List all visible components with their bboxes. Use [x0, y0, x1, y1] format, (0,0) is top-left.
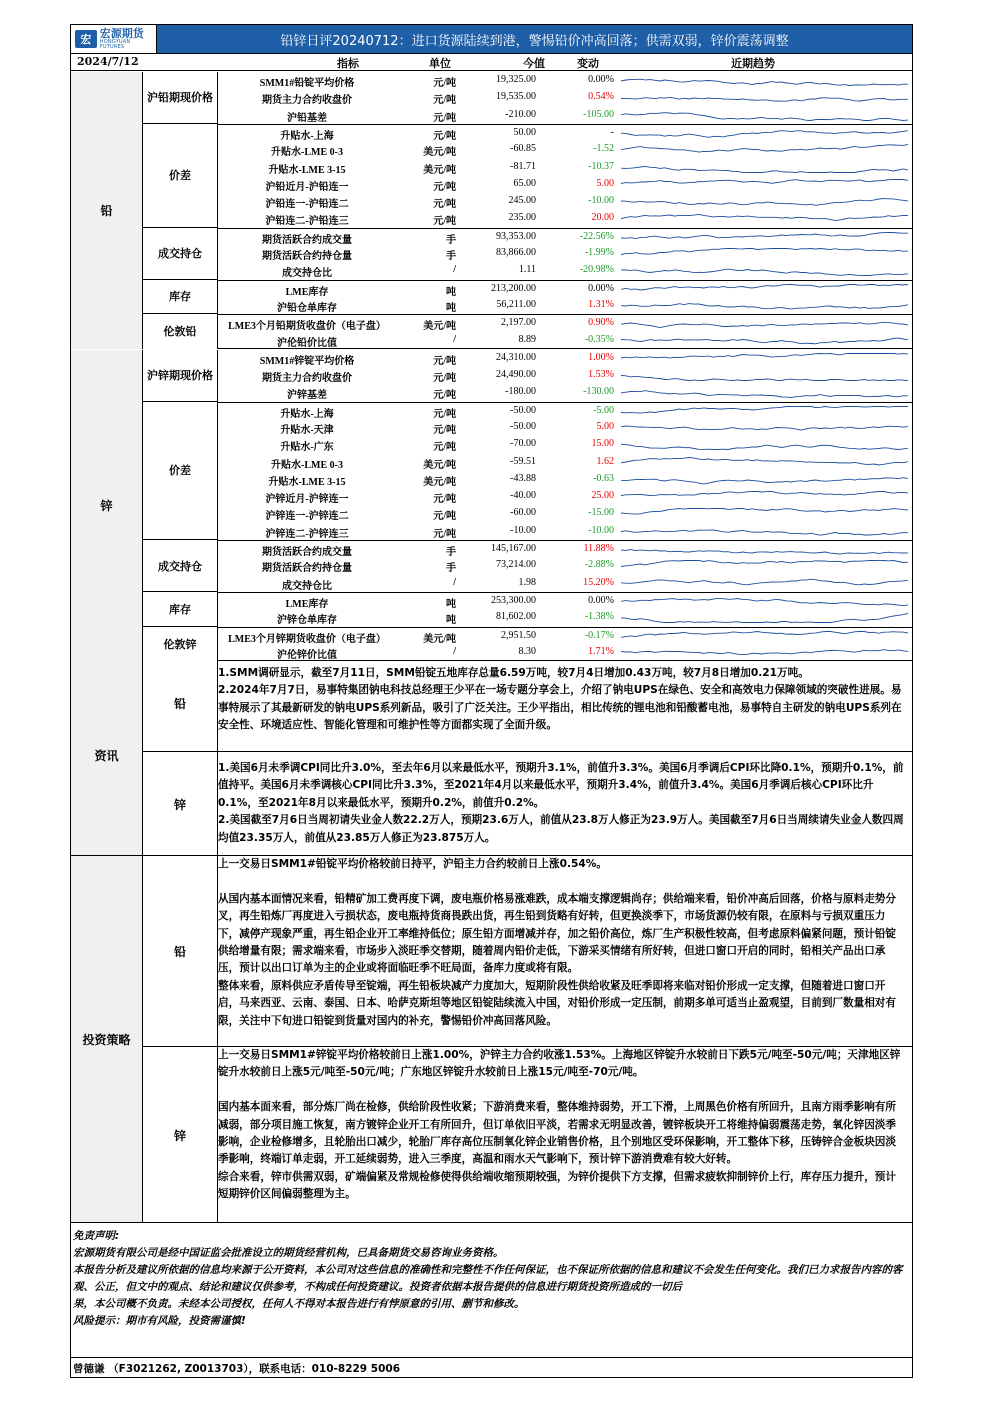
table-row	[218, 124, 912, 141]
indicator-change: 20.00	[591, 212, 614, 224]
indicator-unit: 美元/吨	[423, 633, 456, 645]
trend-line	[621, 579, 908, 585]
paragraph: 宏源期货有限公司是经中国证监会批准设立的期货经营机构，已具备期货交易咨询业务资格。	[73, 1247, 504, 1259]
table-row	[218, 245, 912, 262]
trend-line	[621, 530, 908, 535]
indicator-unit: /	[453, 333, 456, 345]
trend-sparkline	[621, 386, 908, 399]
indicator-value: 50.00	[513, 126, 536, 138]
indicator-unit: 吨	[446, 615, 456, 627]
indicator-change: -0.63	[593, 472, 614, 484]
indicator-value: 235.00	[508, 212, 536, 224]
indicator-unit: 吨	[446, 286, 456, 298]
trend-line	[621, 166, 908, 172]
table-row	[218, 505, 912, 522]
table-row	[218, 210, 912, 227]
table-row	[218, 193, 912, 210]
trend-line	[621, 561, 908, 567]
indicator-change: 0.90%	[588, 317, 614, 329]
indicator-name: 沪伦铅价比值	[277, 337, 337, 349]
trend-line	[621, 232, 908, 238]
indicator-change: 5.00	[596, 177, 614, 189]
trend-sparkline	[621, 264, 908, 277]
trend-line	[621, 112, 908, 120]
indicator-change: -105.00	[583, 108, 614, 120]
indicator-value: 2,951.50	[501, 629, 536, 641]
indicator-change: -1.38%	[584, 611, 614, 623]
trend-sparkline	[621, 421, 908, 434]
indicator-value: -10.00	[510, 524, 536, 536]
table-row	[218, 419, 912, 436]
indicator-value: -60.00	[510, 507, 536, 519]
table-row	[218, 471, 912, 488]
table-row	[218, 141, 912, 158]
indicator-name: 升贴水-天津	[280, 424, 334, 436]
report-title: 铅锌日评20240712：进口货源陆续到港，警惕铅价冲高回落；供需双弱，锌价震荡调整	[157, 25, 912, 53]
trend-line	[621, 614, 908, 623]
indicator-name: LME库存	[285, 598, 329, 610]
indicator-change: 15.20%	[583, 576, 614, 588]
group-label: 沪锌期现价格	[143, 350, 218, 402]
indicator-change: -0.17%	[584, 629, 614, 641]
indicator-value: 8.89	[518, 333, 536, 345]
indicator-change: -20.98%	[579, 264, 614, 276]
trend-sparkline	[621, 352, 908, 365]
trend-sparkline	[621, 473, 908, 486]
indicator-unit: 吨	[446, 598, 456, 610]
indicator-value: 19,325.00	[496, 74, 536, 85]
indicator-unit: 元/吨	[433, 390, 456, 402]
table-row	[218, 159, 912, 176]
report-header	[71, 25, 912, 54]
table-row	[218, 384, 912, 401]
trend-sparkline	[621, 630, 908, 643]
paragraph	[218, 1082, 906, 1099]
trend-line	[621, 303, 908, 309]
paragraph: 2.美国截至7月6日当周初请失业金人数22.2万人，预期23.6万人，前值从23.8万人修正为23.9万人。美国截至7月6日当周续请失业金人数四周均值23.35万人，前值从23.85万人修正为23.875万人。	[218, 814, 904, 844]
table-row	[218, 89, 912, 106]
trend-sparkline	[621, 559, 908, 572]
trend-sparkline	[621, 127, 908, 140]
indicator-unit: 元/吨	[433, 130, 456, 142]
indicator-value: 213,200.00	[491, 282, 536, 294]
indicator-value: 145,167.00	[491, 543, 536, 555]
trend-sparkline	[621, 317, 908, 330]
group-label: 价差	[143, 124, 218, 228]
trend-sparkline	[621, 109, 908, 122]
indicator-unit: 元/吨	[433, 511, 456, 523]
col-unit: 单位	[429, 57, 451, 70]
indicator-name: LME库存	[285, 286, 329, 298]
indicator-name: 沪锌基差	[287, 390, 327, 402]
indicator-value: 81,602.00	[496, 611, 536, 623]
trend-line	[621, 457, 908, 465]
indicator-change: -15.00	[588, 507, 614, 519]
paragraph: 上一交易日SMM1#铅锭平均价格较前日持平，沪铅主力合约较前日上涨0.54%。	[218, 858, 607, 870]
col-change: 变动	[577, 57, 599, 70]
paragraph: 国内基本面来看，部分炼厂尚在检修，供给阶段性收紧；下游消费来看，整体维持弱势，开工下滑，上周黑色价格有所回升，且南方雨季影响有所减弱，部分项目施工恢复，南方镀锌企业开工有所回升，但订单依旧平淡，若需求无明显改善，镀锌板块开工将维持偏弱震荡走势，氧化锌因淡季影响，企业检修增多，且轮胎出口减少，轮胎厂库存高位压制氧化锌企业销售价格，且个别地区受环保影响，开工整体下移，压铸锌合金板块因淡季影响，终端订单走弱，开工延续弱势，进入三季度，高温和雨水天气影响下，预计锌下游消费难有较大好转。	[218, 1101, 896, 1166]
trend-sparkline	[621, 405, 908, 418]
trend-line	[621, 322, 908, 327]
trend-line	[621, 478, 908, 484]
table-row	[218, 107, 912, 124]
indicator-value: -43.88	[510, 472, 536, 484]
indicator-unit: 元/吨	[433, 494, 456, 506]
trend-line	[621, 406, 908, 413]
table-row	[218, 314, 912, 331]
lead-section	[71, 72, 912, 349]
indicator-unit: 美元/吨	[423, 321, 456, 333]
news-zinc-label: 锌	[143, 752, 218, 856]
indicator-change: -10.00	[588, 195, 614, 207]
trend-sparkline	[621, 438, 908, 451]
table-row	[218, 454, 912, 471]
indicator-unit: 元/吨	[433, 408, 456, 420]
indicator-name: 沪铅仓单库存	[277, 302, 337, 314]
trend-line	[621, 249, 908, 255]
paragraph: 2.2024年7月7日，易事特集团钠电科技总经理王少平在一场专题分享会上，介绍了钠电UPS在绿色、安全和高效电力保障领域的突破性进展。易事特展示了其最新研发的钠电UPS系列新品，吸引了广泛关注。王少平指出，相比传统的锂电池和铅酸蓄电池，易事特自主研发的钠电UPS系列在安全性、环境适应性、智能化管理和可维护性等方面都实现了全面升级。	[218, 684, 902, 732]
trend-line	[621, 79, 908, 85]
trend-line	[621, 145, 908, 153]
indicator-value: -50.00	[510, 404, 536, 416]
indicator-change: -	[610, 126, 614, 138]
trend-line	[621, 353, 908, 358]
trend-sparkline	[621, 91, 908, 104]
group-label: 价差	[143, 402, 218, 540]
indicator-unit: /	[453, 264, 456, 276]
indicator-value: 253,300.00	[491, 594, 536, 606]
indicator-change: 1.53%	[588, 369, 614, 381]
trend-line	[621, 426, 908, 430]
indicator-name: 沪铅连二-沪铅连三	[265, 216, 349, 228]
indicator-unit: 美元/吨	[423, 476, 456, 488]
indicator-unit: 元/吨	[433, 442, 456, 454]
indicator-name: 成交持仓比	[282, 580, 332, 592]
indicator-unit: 美元/吨	[423, 459, 456, 471]
indicator-name: 期货活跃合约成交量	[262, 547, 352, 559]
indicator-change: 15.00	[591, 438, 614, 450]
indicator-unit: 美元/吨	[423, 147, 456, 159]
trend-sparkline	[621, 195, 908, 208]
indicator-name: 升贴水-LME 3-15	[268, 476, 346, 488]
indicator-name: 沪锌连一-沪锌连二	[265, 511, 349, 523]
indicator-change: 5.00	[596, 420, 614, 432]
indicator-name: 期货主力合约收盘价	[262, 95, 352, 107]
trend-sparkline	[621, 299, 908, 312]
indicator-value: 2,197.00	[501, 317, 536, 329]
indicator-change: 0.54%	[588, 91, 614, 103]
table-row	[218, 228, 912, 245]
indicator-value: -40.00	[510, 490, 536, 502]
indicator-value: 1.98	[518, 576, 536, 588]
trend-sparkline	[621, 507, 908, 520]
table-row	[218, 176, 912, 193]
trend-line	[621, 179, 908, 183]
table-row	[218, 262, 912, 279]
indicator-change: -0.35%	[584, 333, 614, 345]
trend-sparkline	[621, 161, 908, 174]
paragraph: 上一交易日SMM1#锌锭平均价格较前日上涨1.00%，沪锌主力合约收涨1.53%。上海地区锌锭升水较前日下跌5元/吨至-50元/吨；天津地区锌锭升水较前日上涨5元/吨至-50元/吨；广东地区锌锭升水较前日上涨15元/吨至-70元/吨。	[218, 1049, 901, 1079]
table-row	[218, 575, 912, 592]
indicator-change: -10.37	[588, 160, 614, 172]
indicator-name: 升贴水-LME 0-3	[271, 459, 343, 471]
trend-sparkline	[621, 611, 908, 624]
column-header	[71, 54, 912, 71]
trend-sparkline	[621, 143, 908, 156]
indicator-unit: 手	[446, 234, 456, 246]
paragraph: 果，本公司概不负责。未经本公司授权，任何人不得对本报告进行有悖原意的引用、删节和修改。	[73, 1298, 525, 1310]
group-label: 成交持仓	[143, 228, 218, 280]
trend-line	[621, 550, 908, 555]
indicator-name: 沪铅连一-沪铅连二	[265, 199, 349, 211]
trend-line	[621, 649, 908, 654]
indicator-value: -180.00	[505, 386, 536, 398]
indicator-name: LME3个月锌期货收盘价（电子盘）	[228, 633, 386, 645]
indicator-value: -60.85	[510, 143, 536, 155]
trend-sparkline	[621, 247, 908, 260]
report-date: 2024/7/12	[77, 55, 139, 68]
indicator-value: 73,214.00	[496, 559, 536, 571]
trend-sparkline	[621, 334, 908, 347]
table-row	[218, 402, 912, 419]
trend-line	[621, 269, 908, 275]
lead-label: 铅	[71, 72, 143, 349]
indicator-value: 24,490.00	[496, 369, 536, 381]
disclaimer	[71, 1228, 912, 1330]
indicator-name: 期货活跃合约持仓量	[262, 251, 352, 262]
indicator-unit: 元/吨	[433, 528, 456, 540]
trend-line	[621, 98, 908, 102]
indicator-name: 升贴水-LME 3-15	[268, 164, 346, 176]
trend-sparkline	[621, 283, 908, 296]
indicator-unit: 手	[446, 251, 456, 262]
indicator-name: 升贴水-广东	[280, 442, 334, 454]
trend-line	[621, 131, 908, 138]
table-row	[218, 592, 912, 609]
trend-line	[621, 391, 908, 398]
paragraph: 风险提示：期市有风险，投资需谨慎!	[73, 1315, 246, 1327]
indicator-unit: 元/吨	[433, 355, 456, 367]
trend-line	[621, 215, 908, 221]
indicator-unit: 元/吨	[433, 112, 456, 124]
indicator-name: 期货主力合约收盘价	[262, 373, 352, 385]
col-today: 今值	[523, 57, 545, 70]
trend-line	[621, 338, 908, 344]
group-label: 成交持仓	[143, 540, 218, 592]
trend-line	[621, 509, 908, 515]
indicator-name: 沪锌连二-沪锌连三	[265, 528, 349, 540]
indicator-change: -1.99%	[584, 247, 614, 258]
group-label: 伦敦锌	[143, 627, 218, 662]
table-row	[218, 609, 912, 626]
indicator-value: 1.11	[518, 264, 536, 276]
trend-sparkline	[621, 74, 908, 87]
indicator-value: 245.00	[508, 195, 536, 207]
indicator-name: 成交持仓比	[282, 268, 332, 280]
indicator-name: SMM1#锌锭平均价格	[259, 355, 355, 367]
indicator-unit: 元/吨	[433, 216, 456, 228]
strategy-zinc-label: 锌	[143, 1047, 218, 1223]
indicator-unit: 元/吨	[433, 181, 456, 193]
indicator-value: -70.00	[510, 438, 536, 450]
strategy-zinc-text	[218, 1047, 906, 1204]
strategy-section	[71, 856, 912, 1223]
trend-line	[621, 492, 908, 496]
indicator-value: -50.00	[510, 420, 536, 432]
table-row	[218, 297, 912, 314]
indicator-unit: 手	[446, 547, 456, 559]
paragraph: 1.SMM调研显示，截至7月11日，SMM铅锭五地库存总量6.59万吨，较7月4日增加0.43万吨，较7月8日增加0.21万吨。	[218, 667, 809, 679]
logo-subtitle: HONGYUAN FUTURES	[99, 39, 131, 50]
indicator-unit: 元/吨	[433, 373, 456, 385]
indicator-value: 8.30	[518, 645, 536, 657]
indicator-change: -5.00	[593, 404, 614, 416]
group-label: 伦敦铅	[143, 314, 218, 349]
indicator-change: 25.00	[591, 490, 614, 502]
trend-sparkline	[621, 595, 908, 608]
indicator-change: -2.88%	[584, 559, 614, 571]
trend-sparkline	[621, 178, 908, 191]
logo-name: 宏源期货	[99, 27, 144, 40]
indicator-value: -81.71	[510, 160, 536, 172]
paragraph: 综合来看，锌市供需双弱，矿端偏紧及常规检修使得供给端收缩预期较强，为锌价提供下方支撑，但需求疲软抑制锌价上行，库存压力提升，预计短期锌价区间偏弱整理为主。	[218, 1170, 896, 1201]
indicator-unit: /	[453, 645, 456, 657]
trend-line	[621, 631, 908, 637]
logo-mark: 宏	[75, 30, 97, 48]
paragraph	[218, 873, 906, 890]
indicator-name: 沪伦锌价比值	[277, 649, 337, 661]
paragraph: 从国内基本面情况来看，铅精矿加工费再度下调，废电瓶价格易涨难跌，成本端支撑逻辑尚存；供给端来看，铅价冲高后回落，价格与原料走势分叉，再生铅炼厂再度进入亏损状态，废电瓶持货商畏跌出货，再生铅到货略有好转，但更换淡季下，市场货源仍较有限，在原料与亏损双重压力下，减停产现象严重，再生铅企业开工率维持低位；原生铅方面增减并存，加之铅价高位，炼厂生产积极性较高，但考虑原料偏紧问题，预计铅锭供给增量有限；需求端来看，市场步入淡旺季交替期，随着周内铅价走低，下游采买情绪有所好转，但进口窗口开启的同时，铅相关产品出口承压，预计以出口订单为主的企业或将面临旺季不旺局面，备库力度或将有限。	[218, 892, 896, 975]
trend-line	[621, 376, 908, 381]
paragraph: 本报告分析及建议所依据的信息均来源于公开资料，本公司对这些信息的准确性和完整性不作任何保证，也不保证所依据的信息和建议不会发生任何变化。我们已力求报告内容的客观、公正，但文中的观点、结论和建议仅供参考，不构成任何投资建议。投资者依据本报告提供的信息进行期货投资所造成的一切后	[73, 1264, 903, 1293]
indicator-name: 升贴水-LME 0-3	[271, 147, 343, 159]
indicator-change: -22.56%	[579, 230, 614, 242]
report-page	[70, 24, 913, 1378]
indicator-change: 1.00%	[588, 351, 614, 363]
trend-sparkline	[621, 456, 908, 469]
analyst-contact: 曾德谦 （F3021262, Z0013703），联系电话：010-8229 5006	[71, 1357, 912, 1377]
table-row	[218, 280, 912, 297]
table-row	[218, 350, 912, 367]
zinc-label: 锌	[71, 350, 143, 661]
indicator-name: 沪铅基差	[287, 112, 327, 124]
trend-line	[621, 284, 908, 290]
indicator-name: 沪铅近月-沪铅连一	[265, 181, 349, 193]
news-zinc-text	[218, 760, 906, 847]
indicator-name: 沪锌仓单库存	[277, 615, 337, 627]
strategy-lead-label: 铅	[143, 856, 218, 1046]
indicator-unit: 元/吨	[433, 199, 456, 211]
indicator-change: 11.88%	[583, 543, 614, 555]
indicator-change: 0.00%	[588, 74, 614, 85]
table-row	[218, 367, 912, 384]
indicator-change: -130.00	[583, 386, 614, 398]
zinc-section	[71, 350, 912, 661]
indicator-name: 升贴水-上海	[280, 408, 334, 420]
trend-sparkline	[621, 231, 908, 244]
indicator-change: -1.52	[593, 143, 614, 155]
indicator-value: 65.00	[513, 177, 536, 189]
indicator-unit: 美元/吨	[423, 164, 456, 176]
col-trend: 近期趋势	[731, 57, 775, 70]
news-lead-text	[218, 665, 906, 735]
indicator-value: -210.00	[505, 108, 536, 120]
table-row	[218, 627, 912, 644]
news-section	[71, 655, 912, 856]
trend-sparkline	[621, 577, 908, 590]
trend-sparkline	[621, 543, 908, 556]
indicator-name: 升贴水-上海	[280, 130, 334, 142]
paragraph: 1.美国6月未季调CPI同比升3.0%，至去年6月以来最低水平，预期升3.1%，前值升3.3%。美国6月季调后CPI环比降0.1%，预期升0.1%，前值持平。美国6月未季调核心CPI同比升3.3%，至2021年4月以来最低水平，预期升3.4%，前值升3.4%。美国6月季调后核心CPI环比升0.1%，至2021年8月以来最低水平，预期升0.2%，前值升0.2%。	[218, 762, 904, 809]
table-row	[218, 523, 912, 540]
indicator-change: 1.71%	[588, 645, 614, 657]
table-row	[218, 540, 912, 557]
indicator-name: SMM1#铅锭平均价格	[259, 78, 355, 89]
indicator-change: 0.00%	[588, 282, 614, 294]
indicator-name: 期货活跃合约持仓量	[262, 563, 352, 575]
indicator-unit: 元/吨	[433, 95, 456, 107]
trend-sparkline	[621, 212, 908, 225]
group-label: 库存	[143, 280, 218, 315]
group-label: 沪铅期现价格	[143, 72, 218, 124]
indicator-name: LME3个月铅期货收盘价（电子盘）	[228, 321, 386, 333]
trend-line	[621, 445, 908, 450]
indicator-value: 83,866.00	[496, 247, 536, 258]
indicator-change: 1.31%	[588, 298, 614, 310]
indicator-name: 期货活跃合约成交量	[262, 234, 352, 246]
indicator-value: 56,211.00	[496, 298, 536, 310]
table-row	[218, 72, 912, 89]
indicator-unit: 元/吨	[433, 424, 456, 436]
indicator-value: 24,310.00	[496, 351, 536, 363]
indicator-name: 沪锌近月-沪锌连一	[265, 494, 349, 506]
indicator-change: 0.00%	[588, 594, 614, 606]
col-indicator: 指标	[337, 57, 359, 70]
paragraph: 整体来看，原料供应矛盾传导至锭端，再生铅板块减产力度加大，短期阶段性供给收紧及旺季即将来临对铅价形成一定支撑，但随着进口窗口开启，马来西亚、云南、泰国、日本、哈萨克斯坦等地区铅锭陆续流入中国，对铅价形成一定压制，前期多单可适当止盈观望，目前到厂数量相对有限，关注中下旬进口铅锭到货量对国内的补充，警惕铅价冲高回落风险。	[218, 979, 896, 1027]
indicator-unit: 手	[446, 563, 456, 575]
news-label: 资讯	[71, 655, 143, 855]
table-row	[218, 332, 912, 349]
indicator-value: 19,535.00	[496, 91, 536, 103]
company-logo	[71, 25, 157, 53]
trend-sparkline	[621, 369, 908, 382]
trend-line	[621, 598, 908, 605]
indicator-change: -10.00	[588, 524, 614, 536]
table-row	[218, 557, 912, 574]
table-row	[218, 488, 912, 505]
group-label: 库存	[143, 592, 218, 627]
indicator-unit: 吨	[446, 302, 456, 314]
trend-sparkline	[621, 490, 908, 503]
indicator-value: -59.51	[510, 455, 536, 467]
news-lead-label: 铅	[143, 655, 218, 751]
indicator-change: 1.62	[596, 455, 614, 467]
indicator-unit: /	[453, 576, 456, 588]
strategy-lead-text	[218, 856, 906, 1030]
trend-sparkline	[621, 525, 908, 538]
trend-line	[621, 199, 908, 206]
indicator-unit: 元/吨	[433, 78, 456, 89]
strategy-label: 投资策略	[71, 856, 143, 1222]
indicator-value: 93,353.00	[496, 230, 536, 242]
table-row	[218, 436, 912, 453]
paragraph: 免责声明:	[73, 1230, 120, 1242]
